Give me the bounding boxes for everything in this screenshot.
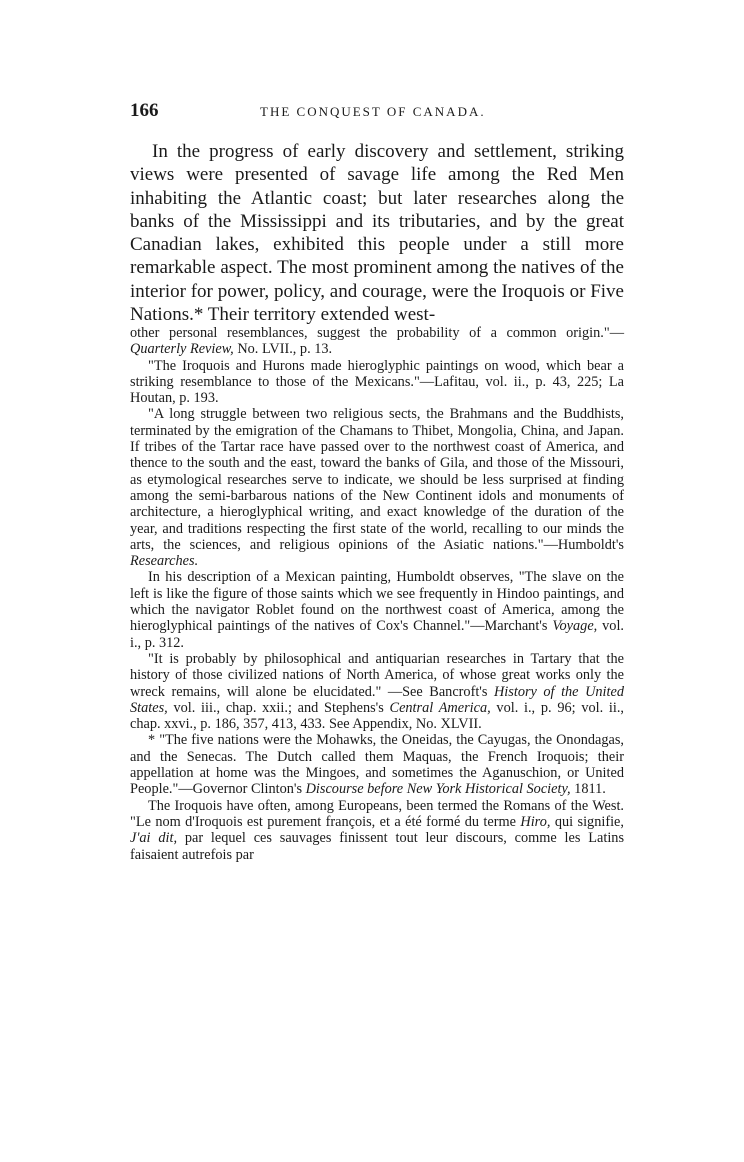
footnote-continuation: other personal resemblances, suggest the probability of a common origin."—Quarterly Review, No. LVII., p. 13.: [130, 325, 624, 358]
footnote-iroquois-hurons: "The Iroquois and Hurons made hieroglyphic paintings on wood, which bear a striking resemblance to those of the Mexicans."—Lafitau, vol. ii., p. 43, 225; La Houtan, p. 193.: [130, 357, 624, 407]
page-header: [130, 98, 625, 128]
footnote-tartary: "It is probably by philosophical and antiquarian researches in Tartary that the history of those civilized nations of North America, of whose great works only the wreck remains, will alone be elucidated." —See Bancroft's History of the United States, vol. iii., chap. xxii.; and Stephens's Central America, vol. i., p. 96; vol. ii., chap. xxvi., p. 186, 357, 413, 433. See Appendix, No. XLVII.: [130, 650, 624, 733]
footnote-religious-sects: "A long struggle between two religious sects, the Brahmans and the Buddhists, terminated by the emigration of the Chamans to Thibet, Mongolia, China, and Japan. If tribes of the Tartar race have passed over to the northwest coast of America, and thence to the south and the east, toward the banks of Gila, and those of the Missouri, as etymological researches serve to indicate, we should be less surprised at finding among the semi-barbarous nations of the New Continent idols and monuments of architecture, a hieroglyphical writing, and exact knowledge of the duration of the year, and traditions respecting the first state of the world, recalling to our minds the arts, the sciences, and religious opinions of the Asiatic nations."—Humboldt's Researches.: [130, 406, 624, 570]
page-number: 166: [130, 100, 159, 121]
main-text: [130, 140, 624, 326]
running-title: THE CONQUEST OF CANADA.: [260, 104, 486, 119]
footnotes: [130, 325, 624, 863]
footnote-romans-of-the-west: The Iroquois have often, among Europeans, been termed the Romans of the West. "Le nom d'Iroquois est purement françois, et a été formé du terme Hiro, qui signifie, J'ai dit, par lequel ces sauvages finissent tout leur discours, comme les Latins faisaient autrefois par: [130, 797, 625, 863]
footnote-mexican-painting: In his description of a Mexican painting, Humboldt observes, "The slave on the left is like the figure of those saints which we see frequently in Hindoo paintings, and which the navigator Roblet found on the northwest coast of America, among the hieroglyphical paintings of the natives of Cox's Channel."—Marchant's Voyage, vol. i., p. 312.: [130, 569, 624, 651]
body-paragraph: In the progress of early discovery and settlement, striking views were presented of savage life among the Red Men inhabiting the Atlantic coast; but later researches along the banks of the Mississippi and its tributaries, and by the great Canadian lakes, exhibited this people under a still more remarkable aspect. The most prominent among the natives of the interior for power, policy, and courage, were the Iroquois or Five Nations.* Their territory extended west-: [130, 141, 624, 326]
footnote-five-nations: * "The five nations were the Mohawks, the Oneidas, the Cayugas, the Onondagas, and the Senecas. The Dutch called them Maquas, the French Iroquois; their appellation at home was the Mingoes, and sometimes the Aganuschion, or United People."—Governor Clinton's Discourse before New York Historical Society, 1811.: [130, 732, 624, 798]
